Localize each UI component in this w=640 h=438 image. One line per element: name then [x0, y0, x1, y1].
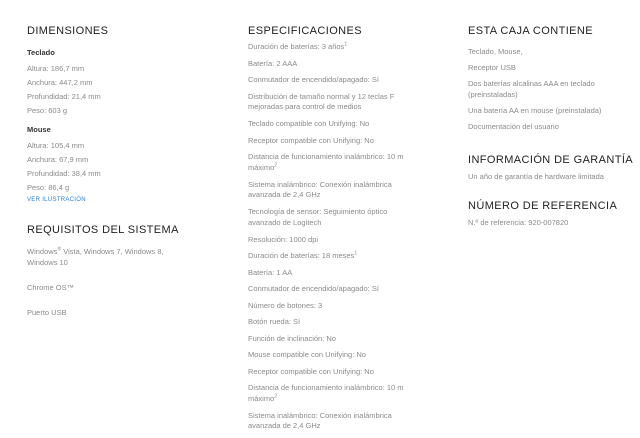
list-item: Tecnología de sensor: Seguimiento óptico avanzado de Logitech	[248, 207, 388, 227]
mouse-width: Anchura: 67,9 mm	[27, 155, 89, 164]
reference-text: N.º de referencia: 920-007820	[468, 218, 569, 227]
list-item: Teclado compatible con Unifying: No	[248, 119, 370, 128]
requirements-heading: REQUISITOS DEL SISTEMA	[27, 224, 179, 236]
list-item: Distancia de funcionamiento inalámbrico: 10 m máximo$^2$	[248, 383, 404, 403]
keyboard-subheading: Teclado	[27, 48, 55, 57]
requirements-os-line1: Windows® Vista, Windows 7, Windows 8,	[27, 246, 164, 256]
box-heading: ESTA CAJA CONTIENE	[468, 25, 593, 37]
list-item: Número de botones: 3	[248, 300, 323, 310]
specs-heading: ESPECIFICACIONES	[248, 25, 362, 37]
requirements-chrome: Chrome OS™	[27, 283, 75, 292]
list-item: Duración de baterías: 3 años$^1$	[248, 41, 348, 51]
list-item: Resolución: 1000 dpi	[248, 234, 319, 244]
list-item: Duración de baterías: 18 meses$^1$	[248, 250, 358, 260]
warranty-text: Un año de garantía de hardware limitada	[468, 172, 604, 181]
list-item: Dos baterías alcalinas AAA en teclado (preinstaladas)	[468, 79, 595, 99]
keyboard-weight: Peso: 603 g	[27, 106, 68, 115]
list-item: Conmutador de encendido/apagado: Sí	[248, 284, 379, 293]
list-item: Teclado, Mouse,	[468, 47, 523, 56]
view-illustration-link[interactable]: VER ILUSTRACIÓN	[27, 197, 86, 203]
mouse-depth: Profundidad: 38,4 mm	[27, 169, 101, 178]
list-item: Función de inclinación: No	[248, 333, 336, 343]
mouse-subheading: Mouse	[27, 125, 51, 134]
list-item: Sistema inalámbrico: Conexión inalámbrica avanzada de 2,4 GHz	[248, 179, 392, 199]
list-item: Receptor compatible con Unifying: No	[248, 135, 374, 145]
keyboard-width: Anchura: 447,2 mm	[27, 78, 93, 87]
keyboard-height: Altura: 186,7 mm	[27, 64, 85, 73]
warranty-heading: INFORMACIÓN DE GARANTÍA	[468, 154, 634, 166]
requirements-usb: Puerto USB	[27, 308, 67, 317]
list-item: Batería: 1 AA	[248, 267, 293, 277]
list-item: Distancia de funcionamiento inalámbrico: 10 m máximo$^2$	[248, 152, 404, 172]
list-item: Sistema inalámbrico: Conexión inalámbrica avanzada de 2,4 GHz	[248, 410, 392, 430]
list-item: Conmutador de encendido/apagado: Sí	[248, 75, 379, 84]
dimensions-heading: DIMENSIONES	[27, 25, 109, 37]
list-item: Batería: 2 AAA	[248, 58, 298, 68]
list-item: Mouse compatible con Unifying: No	[248, 350, 366, 359]
requirements-os-line2: Windows 10	[27, 258, 68, 267]
list-item: Receptor compatible con Unifying: No	[248, 366, 374, 376]
list-item: Documentación del usuario	[468, 122, 559, 131]
mouse-weight: Peso: 86,4 g	[27, 183, 70, 192]
list-item: Botón rueda: Sí	[248, 317, 301, 326]
list-item: Una batería AA en mouse (preinstalada)	[468, 106, 602, 115]
list-item: Receptor USB	[468, 63, 516, 72]
mouse-height: Altura: 105,4 mm	[27, 141, 85, 150]
keyboard-depth: Profundidad: 21,4 mm	[27, 92, 101, 101]
list-item: Distribución de tamaño normal y 12 teclas F mejoradas para control de medios	[248, 91, 395, 111]
reference-heading: NÚMERO DE REFERENCIA	[468, 200, 618, 212]
